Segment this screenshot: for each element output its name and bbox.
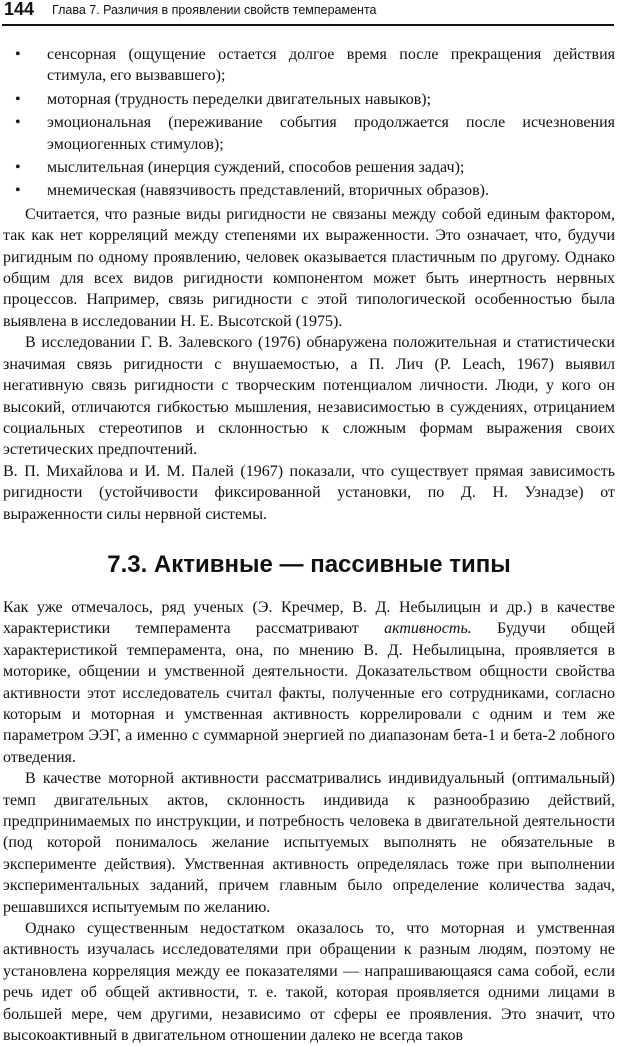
paragraph: В качестве моторной активности рассматривались индивидуальный (оптимальный) темп двигательных актов, склонность индивида к разнообразию действий, предпринимаемых по инструкции, и потребность человека в двигательной деятельности (под которой понималось желание испытуемых выполнять не обязательные в эксперименте действия). Умственная активность определялась тоже при выполнении экспериментальных заданий, причем главным было определение количества задач, решавшихся испытуемым по желанию. [3, 770, 615, 916]
list-item: • сенсорная (ощущение остается долгое время после прекращения действия стимула, его вызвавшего); [15, 46, 615, 85]
paragraph: В исследовании Г. В. Залевского (1976) обнаружена положительная и статистически значимая связь ригидности с внушаемостью, а П. Лич (P. Leach, 1967) выявил негативную связь ригидности с творческим потенциалом личности. Люди, у кого он высокий, отличаются гибкостью мышления, независимостью в суждениях, отрицанием социальных стереотипов и склонностью к сложным формам выражения своих эстетических предпочтений. [3, 334, 615, 459]
running-header [2, 0, 614, 26]
list-item: • мыслительная (инерция суждений, способов решения задач); [3, 157, 615, 178]
bullet-icon: • [15, 159, 21, 177]
running-title: Глава 7. Различия в проявлении свойств темперамента [52, 3, 377, 17]
paragraph: В. П. Михайлова и И. М. Палей (1967) показали, что существует прямая зависимость ригидности (устойчивости фиксированной установки, по Д. Н. Узнадзе) от выраженности силы нервной системы. [3, 462, 615, 523]
bullet-icon: • [15, 46, 21, 63]
paragraph: Однако существенным недостатком оказалось то, что моторная и умственная активность изучалась исследователями при обращении к разным людям, поэтому не установлена корреляция между ее показателями — напрашивающаяся сама собой, если речь идет об общей активности, т. е. такой, которая проявляется одними лицами в большей мере, чем другими, независимо от сферы ее проявления. Это значит, что высокоактивный в двигательном отношении далеко не всегда таков [3, 920, 615, 1045]
rigidity-types-list [3, 44, 615, 202]
list-item: • мнемическая (навязчивость представлений, вторичных образов). [3, 180, 615, 201]
bullet-icon: • [15, 114, 21, 132]
bullet-icon: • [15, 182, 21, 200]
paragraph: Как уже отмечалось, ряд ученых (Э. Кречмер, В. Д. Небылицын и др.) в качестве характеристики темперамента рассматривают активность. Будучи общей характеристикой темперамента, она, по мнению В. Д. Небылицына, проявляется в моторике, общении и умственной деятельности. Доказательством общности свойства активности этот исследователь считал факты, полученные его сотрудниками, согласно которым и моторная и умственная активность коррелировали с одним и тем же параметром ЭЭГ, а именно с суммарной энергией по диапазонам бета-1 и бета-2 лобного отведения. [3, 598, 615, 766]
page-body [3, 44, 615, 1046]
paragraph: Считается, что разные виды ригидности не связаны между собой единым фактором, так как нет корреляций между степенями их выраженности. Это означает, что, будучи ригидным по одному проявлению, человек оказывается пластичным по другому. Однако общим для всех видов ригидности компонентом может быть инертность нервных процессов. Например, связь ригидности с этой типологической особенностью была выявлена в исследовании Н. Е. Высотской (1975). [3, 205, 615, 330]
list-item: • эмоциональная (переживание события продолжается после исчезновения эмоциогенных стимулов); [15, 114, 615, 153]
section-heading: 7.3. Активные — пассивные типы [107, 550, 511, 578]
bullet-icon: • [15, 90, 21, 108]
page-number: 144 [4, 0, 35, 19]
emphasis-term: активность. [384, 620, 472, 638]
list-item: • моторная (трудность переделки двигательных навыков); [3, 89, 615, 110]
